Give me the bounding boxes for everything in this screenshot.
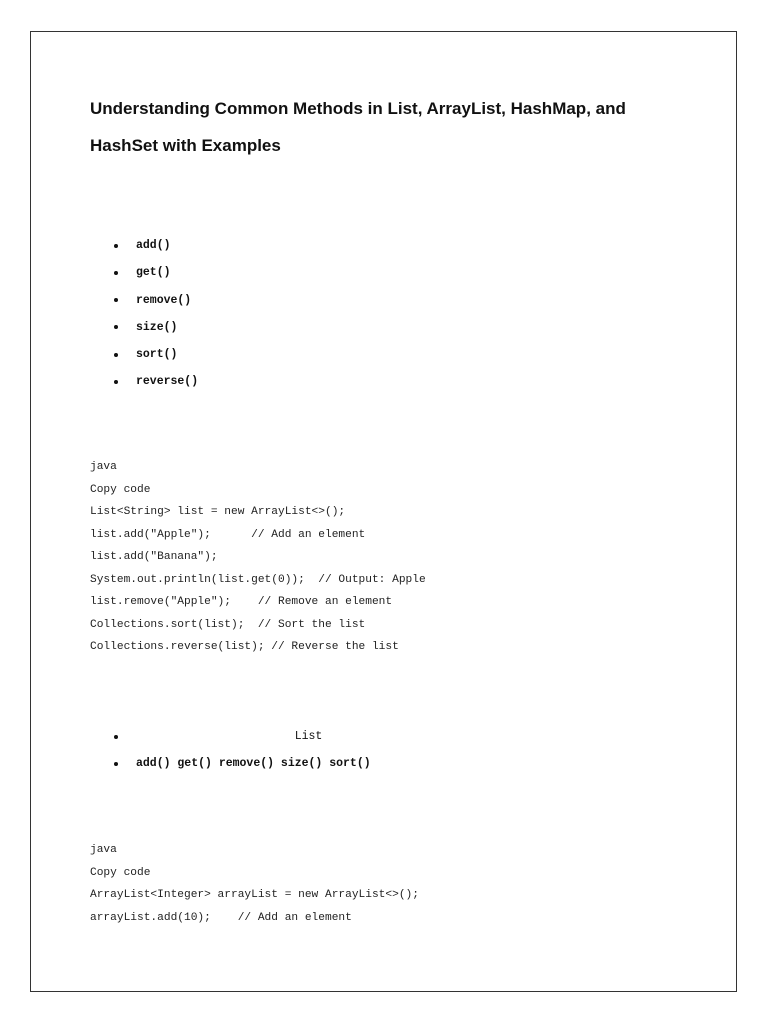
code-line: System.out.println(list.get(0)); // Output: Apple [90,573,426,586]
code-line: List<String> list = new ArrayList<>(); [90,506,346,518]
list-methods [114,232,198,396]
list-item-size: size() [114,314,198,341]
code-line: list.add("Banana"); [90,551,218,563]
title-line-1: Understanding Common Methods in List, ArrayList, HashMap, and [90,99,626,118]
list-item-sort: sort() [114,341,198,368]
list-item-method-summary: add() get() remove() size() sort() [114,750,371,777]
list-item-reverse: reverse() [114,368,198,395]
copy-code-button[interactable]: Copy code [90,483,151,496]
list-item-add: add() [114,232,198,259]
code-line: Collections.reverse(list); // Reverse the list [90,641,399,653]
code-block-arraylist-example [90,839,419,929]
code-language-label: java [90,844,117,856]
title-line-2: HashSet with Examples [90,136,281,155]
code-block-list-example [90,456,426,659]
document-title [90,90,690,164]
code-line: list.remove("Apple"); // Remove an element [90,596,393,608]
code-line: Collections.sort(list); // Sort the list [90,618,366,631]
code-line: arrayList.add(10); // Add an element [90,911,352,924]
list-item-get: get() [114,259,198,286]
copy-code-button[interactable]: Copy code [90,866,151,879]
list-item-list-note: List [114,723,371,750]
code-language-label: java [90,461,117,473]
code-line: list.add("Apple"); // Add an element [90,528,366,541]
code-line: ArrayList<Integer> arrayList = new ArrayList<>(); [90,889,419,901]
list-item-remove: remove() [114,287,198,314]
arraylist-notes [114,723,371,778]
